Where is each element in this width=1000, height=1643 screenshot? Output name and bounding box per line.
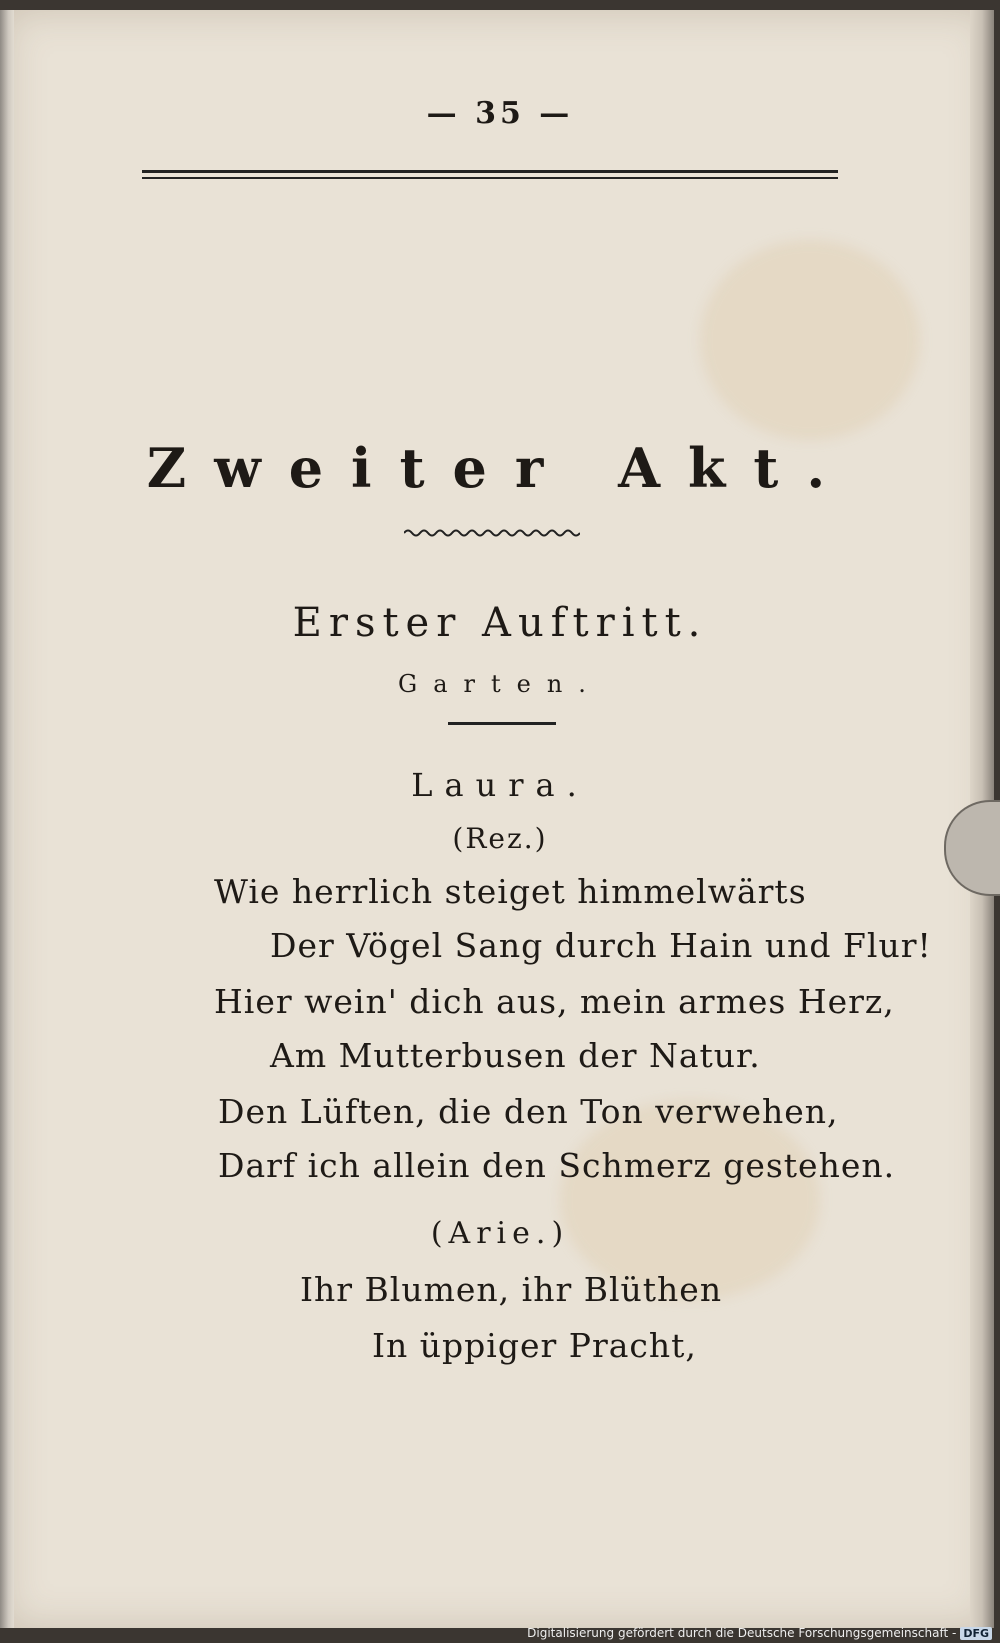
page-left-edge	[0, 10, 14, 1628]
header-rule	[142, 170, 838, 173]
verse-line: Wie herrlich steiget himmelwärts	[214, 872, 807, 911]
verse-line: Ihr Blumen, ihr Blüthen	[300, 1270, 723, 1309]
scene-place: Garten.	[398, 670, 602, 698]
verse-line: Den Lüften, die den Ton verwehen,	[218, 1092, 839, 1131]
verse-line: In üppiger Pracht,	[372, 1326, 697, 1365]
aria-label: (Arie.)	[430, 1216, 570, 1251]
recitative-label: (Rez.)	[452, 822, 548, 855]
verse-line: Hier wein' dich aus, mein armes Herz,	[214, 982, 895, 1021]
act-title: Zweiter Akt.	[146, 436, 854, 500]
page-number: — 35 —	[426, 96, 574, 131]
verse-line: Darf ich allein den Schmerz gestehen.	[218, 1146, 896, 1185]
header-rule-thin	[142, 177, 838, 179]
digitization-footer	[527, 1626, 992, 1640]
verse-line: Am Mutterbusen der Natur.	[270, 1036, 761, 1075]
dfg-logo: DFG	[960, 1627, 992, 1640]
scene-rule	[448, 722, 556, 725]
scene-title: Erster Auftritt.	[292, 600, 708, 646]
verse-line: Der Vögel Sang durch Hain und Flur!	[270, 926, 932, 965]
ornamental-wavy-rule	[404, 528, 580, 538]
footer-credit: Digitalisierung gefördert durch die Deutsche Forschungsgemeinschaft -	[527, 1626, 957, 1640]
speaker-name: Laura.	[411, 766, 589, 804]
paper-stain	[700, 240, 920, 440]
